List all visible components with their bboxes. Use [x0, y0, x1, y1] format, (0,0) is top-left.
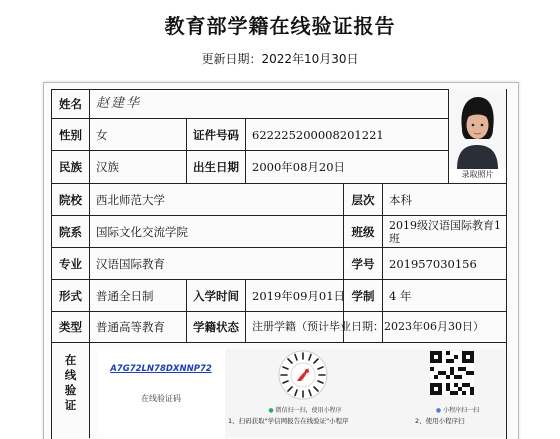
type-value: 普通高等教育	[96, 320, 165, 334]
student-no-label: 学号	[351, 256, 375, 271]
id-value: 622225200008201221	[252, 127, 384, 142]
school-label: 院校	[59, 192, 82, 207]
enroll-value: 2019年09月01日	[252, 288, 346, 303]
row-divider	[51, 342, 506, 343]
report-title: 教育部学籍在线验证报告	[164, 14, 396, 38]
miniprogram-hint	[250, 405, 360, 414]
major-label: 专业	[59, 256, 82, 271]
ethnicity-label: 民族	[59, 160, 82, 174]
miniprogram-icon: ●	[435, 407, 442, 414]
level-label: 层次	[351, 192, 375, 207]
faculty-label: 院系	[59, 224, 82, 239]
form-value: 普通全日制	[96, 288, 154, 303]
duration-label: 学制	[351, 288, 375, 303]
major-value: 汉语国际教育	[96, 256, 165, 271]
level-value: 本科	[389, 192, 412, 207]
class-value: 2019级汉语国际教育1班	[389, 218, 501, 245]
admission-photo	[449, 89, 506, 181]
faculty-value: 国际文化交流学院	[96, 224, 188, 239]
online-verify-label	[52, 353, 89, 413]
ethnicity-value: 汉族	[96, 160, 119, 174]
update-date: 更新日期：2022年10月30日	[201, 52, 359, 66]
form-label: 形式	[59, 288, 82, 303]
status-label: 学籍状态	[193, 320, 239, 334]
gender-value: 女	[96, 127, 108, 142]
wechat-icon: ●	[268, 407, 274, 414]
verify-label-char: 线	[64, 368, 77, 382]
verify-label-char: 证	[64, 398, 77, 412]
miniprogram-hint-2	[415, 405, 500, 414]
miniprogram-hint-text: 微信扫一扫，使用小程序	[275, 407, 342, 414]
step2-text: 2、使用小程序扫	[415, 417, 465, 425]
school-value: 西北师范大学	[96, 192, 165, 207]
gender-label: 性别	[59, 127, 82, 142]
verify-code-link[interactable]: A7G72LN78DXNNP72	[110, 364, 212, 374]
student-no-value: 201957030156	[389, 256, 477, 271]
enroll-label: 入学时间	[193, 288, 239, 303]
type-label: 类型	[59, 320, 82, 334]
name-label: 姓名	[59, 97, 82, 111]
miniprogram-code-icon	[278, 350, 328, 400]
id-label: 证件号码	[193, 127, 239, 142]
step1-text: 1、扫码获取"学信网报告在线验证"小程序	[228, 417, 349, 425]
duration-value: 4 年	[389, 288, 412, 303]
verify-label-char: 验	[64, 383, 77, 397]
status-value: 注册学籍（预计毕业日期：2023年06月30日）	[252, 320, 484, 333]
portrait-image	[449, 89, 506, 169]
birth-label: 出生日期	[193, 160, 239, 174]
verify-code-caption: 在线验证码	[141, 394, 181, 403]
verify-label-char: 在	[64, 353, 77, 367]
class-label: 班级	[351, 224, 375, 239]
miniprogram-hint-2-text: 小程序扫一扫	[443, 407, 480, 414]
name-value: 赵建华	[96, 96, 142, 111]
qr-code-icon	[430, 351, 474, 395]
photo-caption: 录取照片	[461, 170, 494, 179]
birth-value: 2000年08月20日	[252, 160, 346, 174]
